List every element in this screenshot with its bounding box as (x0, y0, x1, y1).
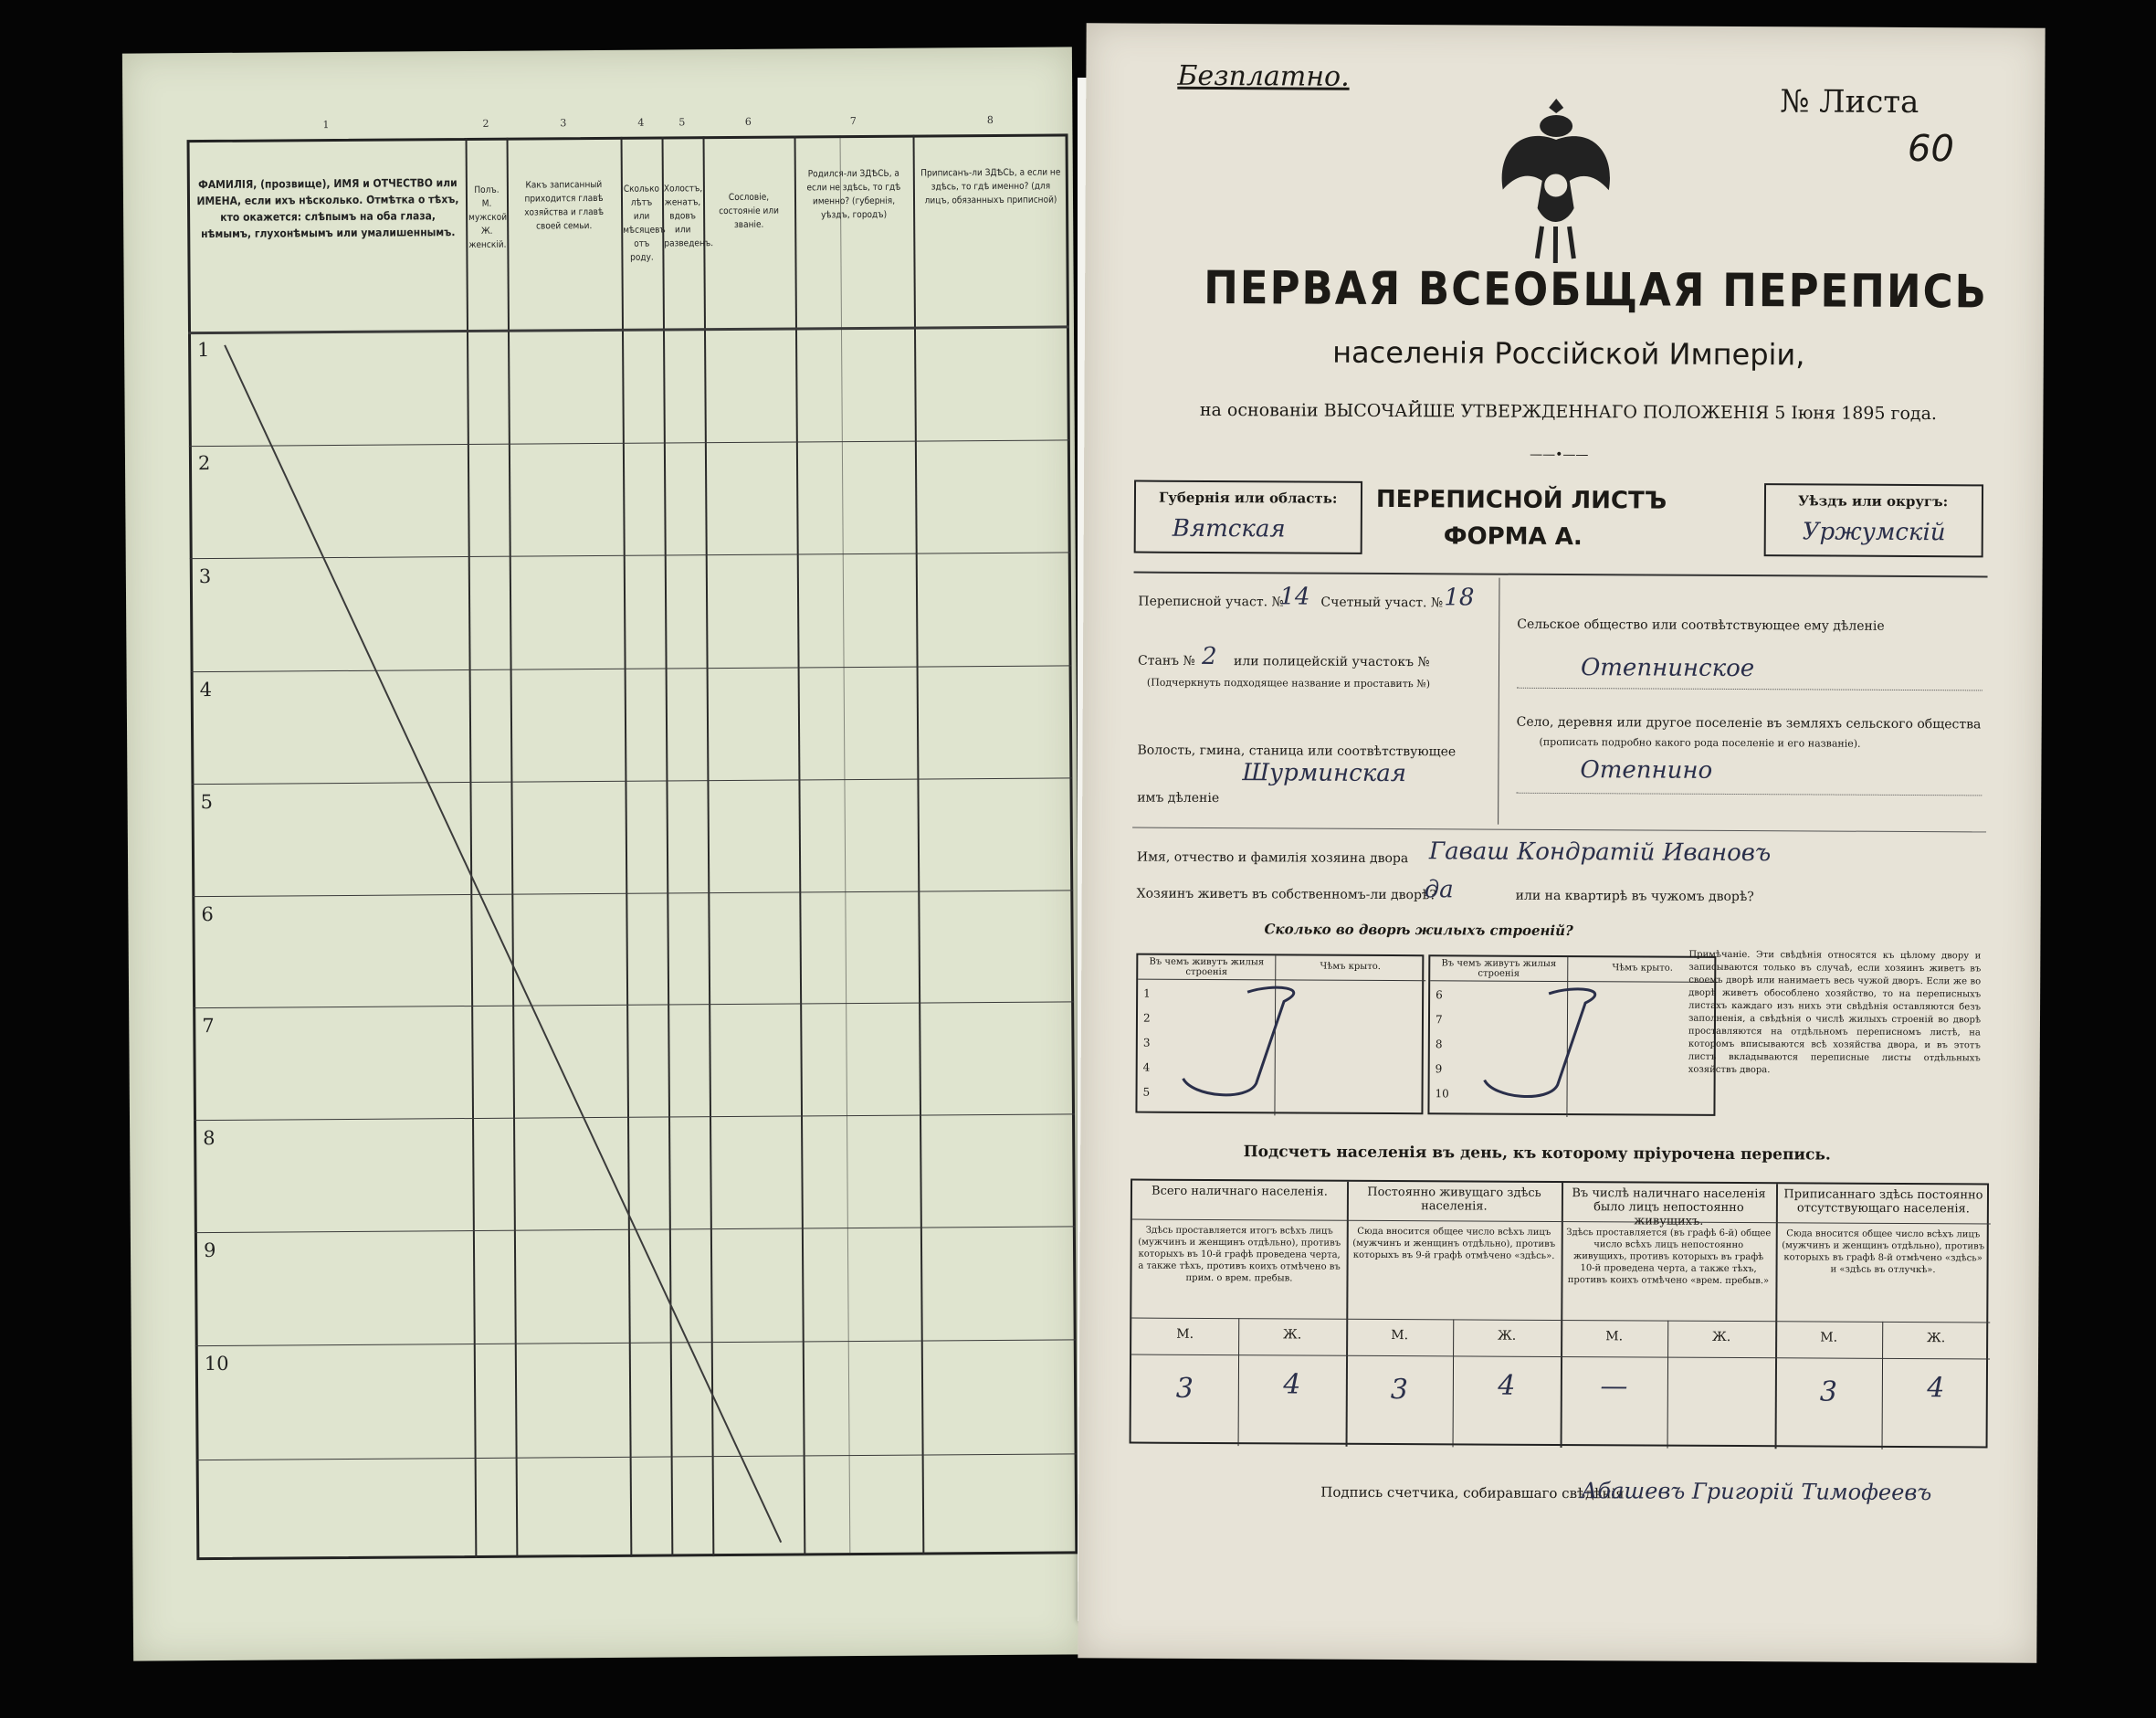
col-divider (1346, 1182, 1350, 1447)
count-desc-absent: Сюда вносится общее число всѣхъ лицъ (мужчинъ и женщинъ отдѣльно), противъ которыхъ въ графѣ 8-й отмѣчено «здѣсь» и «здѣсь въ отлучкѣ». (1782, 1228, 1985, 1276)
mini-row-num: 8 (1435, 1038, 1443, 1051)
count-sub-m: М. (1605, 1329, 1624, 1344)
count-value: 3 (1390, 1374, 1409, 1407)
count-table (1130, 1179, 1990, 1449)
mini-row-num: 1 (1143, 986, 1151, 1000)
count-desc-temporary: Здѣсь проставляется (въ графѣ 6-й) общее число всѣхъ лицъ непостоянно живущихъ, противъ которыхъ въ графѣ 10-й проведена черта, а также тѣхъ, противъ коихъ отмѣчено «врем. пребыв.» (1566, 1228, 1772, 1287)
gubernia-box (1134, 480, 1362, 554)
stan-value: 2 (1201, 642, 1217, 671)
mini-divider (1430, 980, 1718, 983)
census-district-label: Переписной участ. № (1138, 594, 1284, 610)
village-note: (прописать подробно какого рода поселеніе и его названіе). (1539, 735, 1861, 750)
census-district-value: 14 (1279, 583, 1310, 611)
row-number: 4 (199, 678, 213, 701)
count-desc-permanent: Сюда вносится общее число всѣхъ лицъ (мужчинъ и женщинъ отдѣльно), противъ которыхъ въ 9-й графѣ отмѣчено «здѣсь». (1352, 1226, 1556, 1261)
col-divider (1561, 1183, 1564, 1448)
row-number: 5 (200, 790, 214, 814)
mini-row-num: 4 (1142, 1060, 1151, 1074)
count-header-permanent: Постоянно живущаго здѣсь населенія. (1367, 1185, 1541, 1214)
col-num-3: 3 (560, 117, 567, 130)
note-text: Примѣчаніе. Эти свѣдѣнія относятся къ цѣлому двору и записываются только въ случаѣ, если хозяинъ живетъ въ своемъ дворѣ или нанимаетъ весь чужой дворъ. Если же во дворѣ живетъ обособлено хозяйство, то на переписныхъ листахъ каждаго изъ нихъ эти свѣдѣнія оставляются безъ заполненія, а свѣдѣнія о числѣ жилыхъ строеній во дворѣ проставляются на отдѣльномъ переписномъ листѣ, на которомъ вписываются всѣ хозяйства двора, и въ этотъ листъ вкладываются переписные листы отдѣльныхъ хозяйствъ двора. (1688, 949, 1982, 1076)
mini-row-num: 7 (1435, 1013, 1443, 1027)
mini-row-num: 3 (1142, 1036, 1151, 1049)
mini-row-num: 6 (1436, 988, 1443, 1002)
lives-rent-label: или на квартирѣ въ чужомъ дворѣ? (1515, 888, 1754, 905)
stan-note: (Подчеркнуть подходящее название и проставить №) (1146, 676, 1431, 690)
col-header-estate: Сословіе, состояніе или званіе. (719, 192, 780, 230)
page-title: ПЕРВАЯ ВСЕОБЩАЯ ПЕРЕПИСЬ (1204, 260, 1988, 319)
col-header-name: ФАМИЛІЯ, (прозвище), ИМЯ и ОТЧЕСТВО или ИМЕНА, если ихъ нѣсколько. Отмѣтка о тѣхъ, кто окажется: слѣпымъ на оба глаза, нѣмымъ, глухонѣмымъ или умалишеннымъ. (196, 176, 459, 241)
count-sub-m: М. (1820, 1330, 1838, 1345)
field-divider (1498, 578, 1499, 825)
row-number: 1 (197, 338, 210, 362)
counting-district-value: 18 (1444, 584, 1475, 612)
counting-district-label: Счетный участ. № (1320, 595, 1444, 611)
village-value: Отепнино (1580, 756, 1713, 785)
handwritten-mark (1466, 984, 1649, 1112)
count-sub-f: Ж. (1927, 1331, 1946, 1346)
society-value: Отепнинское (1580, 654, 1755, 683)
uezd-box (1764, 483, 1983, 557)
count-title: Подсчетъ населенія въ день, къ которому пріурочена перепись. (1243, 1143, 1831, 1165)
gubernia-value: Вятская (1172, 514, 1286, 543)
row-number: 6 (201, 902, 214, 926)
census-table (187, 113, 1078, 1560)
mini-header: Въ чемъ живутъ жилыя строенія (1149, 956, 1265, 978)
free-label: Безплатно. (1177, 59, 1350, 93)
gubernia-label: Губернія или область: (1158, 489, 1338, 507)
count-sub-m: М. (1391, 1328, 1409, 1344)
count-value (1667, 1371, 1775, 1372)
signature-label: Подпись счетчика, собиравшаго свѣдѣнія (1320, 1483, 1625, 1502)
col-header-marital: Холостъ, женатъ, вдовъ или разведенъ. (663, 184, 714, 249)
sheet-number-label: № Листа (1780, 83, 1919, 121)
ornament-divider: ——•—— (1530, 447, 1589, 463)
page-subtitle: населенія Россійской Имперіи, (1332, 334, 1805, 373)
col-num-8: 8 (986, 113, 994, 127)
left-page (122, 47, 1083, 1660)
col-header-sex: Полъ. М. мужской. Ж. женскій. (468, 184, 510, 251)
volost-label: Волость, гмина, станица или соотвѣтствующее имъ дѣленіе (1137, 743, 1457, 806)
mini-row-num: 5 (1142, 1085, 1151, 1099)
count-header-absent: Приписаннаго здѣсь постоянно отсутствующаго населенія. (1783, 1187, 1983, 1217)
count-desc-total: Здѣсь проставляется итогъ всѣхъ лицъ (мужчинъ и женщинъ отдѣльно), противъ которыхъ въ 10-й графѣ проведена черта, а также тѣхъ, противъ коихъ отмѣчено въ прим. о врем. пребыв. (1138, 1225, 1341, 1284)
signature-value: Абашевъ Григорій Тимофеевъ (1581, 1478, 1932, 1506)
count-sub-f: Ж. (1283, 1327, 1302, 1343)
divider (1132, 827, 1986, 833)
mini-header: Чѣмъ крыто. (1612, 963, 1674, 974)
col-num-6: 6 (744, 115, 752, 128)
col-num-1: 1 (322, 119, 330, 132)
count-sub-m: М. (1176, 1326, 1194, 1342)
stan-rest-label: или полицейскій участокъ № (1233, 654, 1430, 670)
village-label: Село, деревня или другое поселеніе въ земляхъ сельского общества (1516, 714, 1982, 733)
lives-own-label: Хозяинъ живетъ въ собственномъ-ли дворѣ? (1136, 886, 1436, 903)
buildings-table-right (1427, 954, 1716, 1116)
count-sub-f: Ж. (1712, 1329, 1731, 1344)
buildings-table-left (1135, 954, 1424, 1115)
imperial-eagle-icon (1491, 90, 1620, 273)
count-value: 3 (1819, 1375, 1837, 1408)
volost-value: Шурминская (1242, 759, 1407, 788)
col-header-age: Сколько лѣтъ или мѣсяцевъ отъ роду. (623, 184, 666, 263)
owner-label: Имя, отчество и фамилія хозяина двора (1136, 849, 1409, 867)
mini-header: Въ чемъ живутъ жилыя строенія (1441, 958, 1557, 979)
col-num-4: 4 (637, 116, 645, 129)
count-header-temporary: Въ числѣ наличнаго населенія было лицъ непостоянно живущихъ. (1572, 1186, 1766, 1228)
stan-label: Станъ № (1137, 653, 1195, 669)
row-number: 3 (198, 564, 212, 588)
count-value: 4 (1498, 1369, 1516, 1402)
count-value: 4 (1283, 1368, 1301, 1401)
count-sub-f: Ж. (1498, 1328, 1517, 1344)
row-number: 9 (203, 1238, 216, 1262)
uezd-value: Уржумскій (1802, 518, 1946, 547)
divider (1134, 572, 1988, 578)
form-subtitle: ФОРМА А. (1443, 522, 1583, 552)
count-value: 3 (1175, 1372, 1194, 1405)
col-header-registered: Приписанъ-ли ЗДѢСЬ, а если не здѣсь, то гдѣ именно? (для лицъ, обязанныхъ приписной) (920, 167, 1061, 206)
uezd-label: Уѣздъ или округъ: (1797, 492, 1949, 511)
fill-line (1516, 793, 1982, 796)
row-number: 8 (203, 1126, 216, 1150)
col-num-2: 2 (482, 117, 489, 130)
right-page (1078, 23, 2045, 1662)
count-value: 4 (1927, 1372, 1945, 1405)
society-label: Сельское общество или соотвѣтствующее ему дѣленіе (1517, 617, 1885, 634)
sheet-number-value: 60 (1907, 127, 1955, 171)
fill-line (1517, 688, 1982, 691)
buildings-label: Сколько во дворѣ жилыхъ строеній? (1264, 921, 1573, 940)
count-value: — (1600, 1370, 1628, 1403)
count-header-total: Всего наличнаго населенія. (1151, 1184, 1328, 1199)
owner-value: Гаваш Кондратій Ивановъ (1428, 838, 1772, 868)
col-num-7: 7 (849, 115, 857, 128)
mini-row-num: 2 (1142, 1011, 1151, 1025)
row-number: 10 (204, 1352, 229, 1375)
row-number: 7 (202, 1014, 215, 1038)
handwritten-mark (1173, 983, 1357, 1112)
row-number: 2 (197, 451, 211, 475)
col-divider (1775, 1184, 1779, 1449)
lives-own-value: да (1424, 876, 1454, 904)
mini-header: Чѣмъ крыто. (1320, 961, 1382, 972)
legal-basis: на основаніи ВЫСОЧАЙШЕ УТВЕРЖДЕННАГО ПОЛОЖЕНІЯ 5 Іюня 1895 года. (1199, 399, 1938, 425)
cancel-diagonal-line (187, 133, 1078, 1560)
mini-divider (1138, 979, 1425, 982)
col-num-5: 5 (678, 116, 686, 129)
col-header-relation: Какъ записанный приходится главѣ хозяйства и главѣ своей семьи. (524, 179, 605, 232)
mini-row-num: 9 (1435, 1062, 1443, 1076)
col-header-birthplace: Родился-ли ЗДѢСЬ, а если не здѣсь, то гдѣ именно? (губернія, уѣздъ, городъ) (806, 168, 901, 221)
mini-row-num: 10 (1435, 1087, 1449, 1101)
form-title: ПЕРЕПИСНОЙ ЛИСТЪ (1375, 485, 1667, 515)
